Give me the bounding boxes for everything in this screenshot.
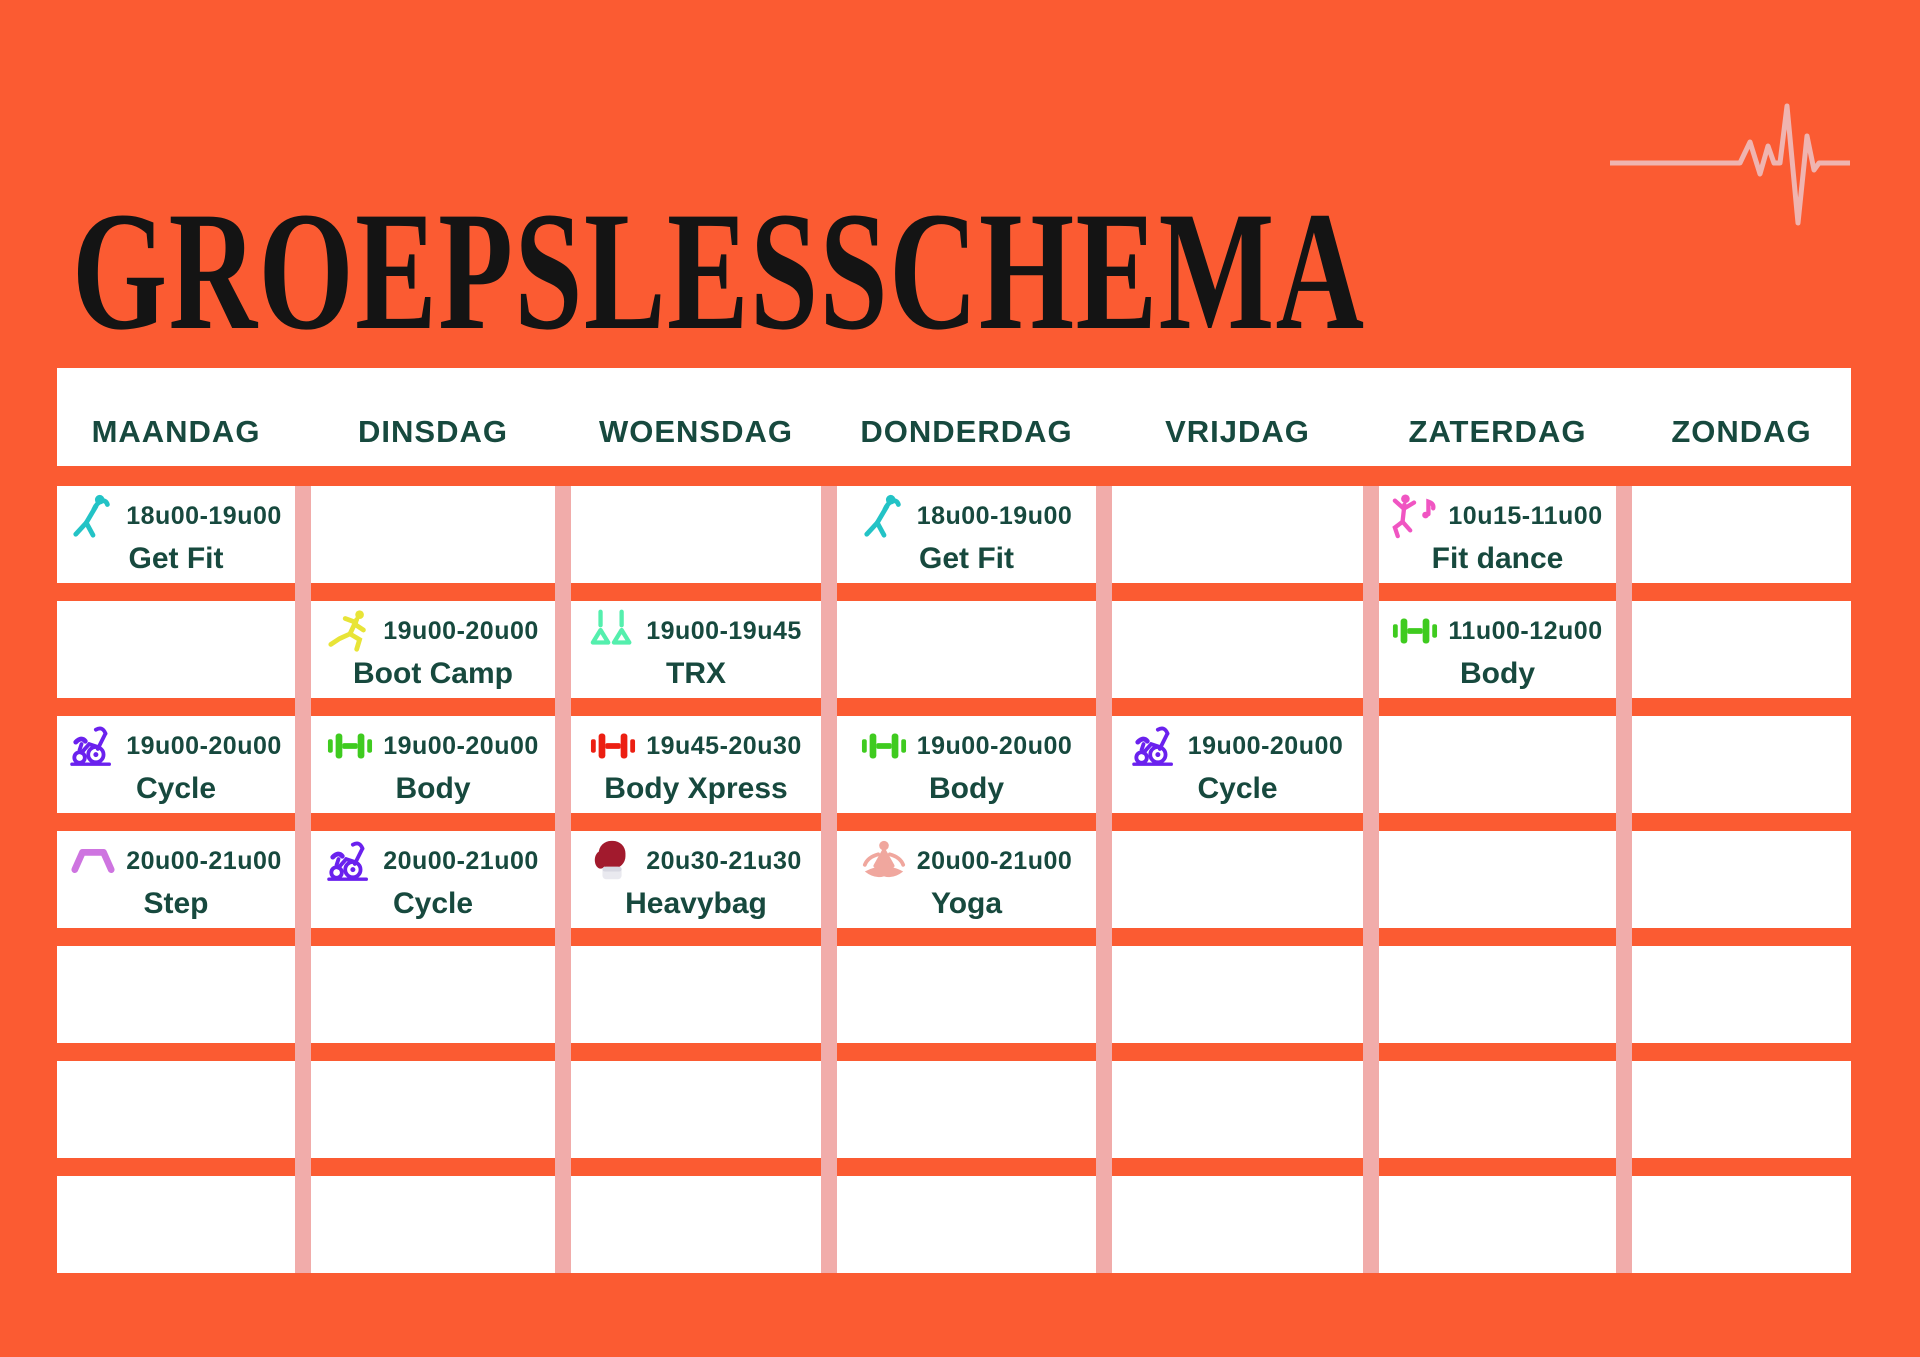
class-time: 20u00-21u00 [383, 846, 539, 875]
class-cell-yoga [837, 831, 1096, 928]
class-cell-cycle [57, 716, 295, 813]
class-cell-body [311, 716, 555, 813]
runner-icon [327, 608, 373, 654]
class-time-line [590, 723, 802, 769]
column-divider [1363, 486, 1379, 1273]
class-time: 20u30-21u30 [646, 846, 802, 875]
class-name: Fit dance [1431, 542, 1564, 575]
class-time-line [70, 723, 282, 769]
class-name: Heavybag [625, 887, 767, 920]
schedule-row-6 [57, 1061, 1851, 1158]
class-time: 19u45-20u30 [646, 731, 802, 760]
spin-bike-icon [70, 723, 116, 769]
class-time: 20u00-21u00 [916, 846, 1073, 875]
class-name: Body [1460, 657, 1535, 690]
class-time-line [1132, 723, 1344, 769]
class-cell-fit-dance [1379, 486, 1616, 583]
class-cell-get-fit [57, 486, 295, 583]
class-name: Yoga [930, 887, 1003, 920]
class-time-line [1392, 608, 1602, 654]
class-name: Boot Camp [353, 657, 513, 690]
day-header-vrijdag: VRIJDAG [1165, 414, 1310, 449]
class-cell-step [57, 831, 295, 928]
class-time: 18u00-19u00 [916, 501, 1073, 530]
class-cell-cycle [1112, 716, 1363, 813]
step-platform-icon [70, 838, 116, 884]
column-divider [295, 486, 311, 1273]
column-divider [1616, 486, 1632, 1273]
class-name: Cycle [392, 887, 474, 920]
class-cell-boot-camp [311, 601, 555, 698]
class-time-line [861, 723, 1073, 769]
class-time: 10u15-11u00 [1448, 501, 1603, 530]
dance-icon [1392, 493, 1438, 539]
class-name: TRX [666, 657, 726, 690]
dumbbell-red-icon [590, 723, 636, 769]
dumbbell-green-icon [1392, 608, 1438, 654]
class-cell-body [1379, 601, 1616, 698]
class-time-line [861, 838, 1073, 884]
day-header-woensdag: WOENSDAG [599, 414, 793, 449]
class-cell-body [837, 716, 1096, 813]
class-time: 19u00-19u45 [646, 616, 802, 645]
class-time: 18u00-19u00 [126, 501, 282, 530]
day-header-donderdag: DONDERDAG [860, 414, 1073, 449]
column-divider [821, 486, 837, 1273]
class-time-line [327, 838, 539, 884]
schedule-row-7 [57, 1176, 1851, 1273]
boxing-glove-icon [590, 838, 636, 884]
class-time-line [70, 493, 282, 539]
class-time-line [327, 723, 539, 769]
class-time-line [590, 838, 802, 884]
spin-bike-icon [327, 838, 373, 884]
class-time-line [327, 608, 539, 654]
getfit-icon [861, 493, 907, 539]
heartbeat-line-icon [1610, 98, 1850, 230]
trx-icon [590, 608, 636, 654]
class-time: 11u00-12u00 [1448, 616, 1603, 645]
class-name: Body [395, 772, 471, 805]
class-name: Cycle [135, 772, 217, 805]
class-time-line [1392, 493, 1602, 539]
class-name: Body Xpress [604, 772, 788, 805]
class-time-line [590, 608, 802, 654]
class-time: 20u00-21u00 [126, 846, 282, 875]
class-time: 19u00-20u00 [383, 731, 539, 760]
day-header-zaterdag: ZATERDAG [1408, 414, 1587, 449]
class-cell-get-fit [837, 486, 1096, 583]
class-name: Body [929, 772, 1004, 805]
class-time: 19u00-20u00 [383, 616, 539, 645]
class-time: 19u00-20u00 [1187, 731, 1344, 760]
class-cell-body-xpress [571, 716, 821, 813]
page-title: GROEPSLESSCHEMA [72, 176, 1366, 365]
dumbbell-green-icon [327, 723, 373, 769]
class-time: 19u00-20u00 [126, 731, 282, 760]
getfit-icon [70, 493, 116, 539]
class-time-line [861, 493, 1073, 539]
column-divider [1096, 486, 1112, 1273]
day-header-maandag: MAANDAG [91, 414, 261, 449]
day-header-dinsdag: DINSDAG [358, 414, 508, 449]
class-name: Get Fit [919, 542, 1014, 575]
class-time-line [70, 838, 282, 884]
class-cell-trx [571, 601, 821, 698]
class-name: Get Fit [128, 542, 224, 575]
column-divider [555, 486, 571, 1273]
schedule-row-5 [57, 946, 1851, 1043]
class-name: Cycle [1197, 772, 1278, 805]
day-header-zondag: ZONDAG [1671, 414, 1812, 449]
yoga-icon [861, 838, 907, 884]
class-time: 19u00-20u00 [916, 731, 1073, 760]
class-cell-cycle [311, 831, 555, 928]
schedule-header-row [57, 368, 1851, 466]
class-name: Step [143, 887, 209, 920]
class-cell-heavybag [571, 831, 821, 928]
dumbbell-green-icon [861, 723, 907, 769]
spin-bike-icon [1132, 723, 1178, 769]
